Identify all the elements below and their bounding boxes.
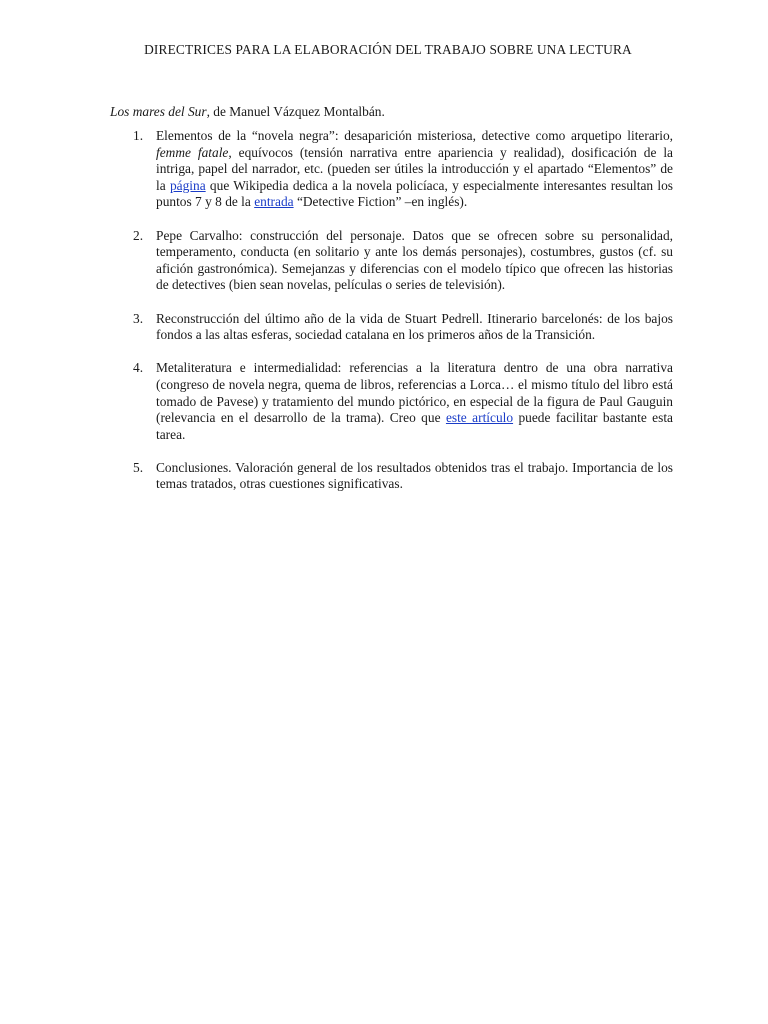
list-item	[110, 311, 673, 344]
book-title: Los mares del Sur	[110, 104, 207, 119]
list-item-number: 2.	[133, 227, 144, 243]
guidelines-list	[110, 128, 673, 510]
article-link[interactable]: este artículo	[445, 410, 514, 426]
book-author: , de Manuel Vázquez Montalbán.	[206, 104, 385, 119]
list-item-number: 3.	[133, 310, 144, 326]
list-item	[110, 128, 673, 211]
list-item	[110, 228, 673, 294]
emphasis-text: femme fatale	[156, 144, 229, 160]
list-item-number: 5.	[133, 459, 144, 475]
list-item-text: Elementos de la “novela negra”: desaparición misteriosa, detective como arquetipo literario,	[156, 128, 673, 143]
book-reference	[110, 104, 680, 121]
list-item-number: 1.	[133, 128, 144, 143]
wikipedia-page-link[interactable]: página	[169, 177, 206, 193]
list-item	[110, 460, 673, 493]
list-item-text: Pepe Carvalho: construcción del personaje. Datos que se ofrecen sobre su personalidad, temperamento, conducta (en solitario y ante los demás personajes), costumbres, gustos (cf. su afición gastronómica). Semejanzas y diferencias con el modelo típico que ofrecen las historias de detectives (bien sean novelas, películas o series de televisión).	[156, 227, 673, 293]
list-item-text: Reconstrucción del último año de la vida de Stuart Pedrell. Itinerario barcelonés: de los bajos fondos a las altas esferas, sociedad catalana en los primeros años de la Transición.	[156, 310, 673, 343]
list-item-text: que Wikipedia dedica a la novela policíaca, y especialmente interesantes resultan los puntos 7 y 8 de la	[156, 177, 674, 210]
list-item-text: Metaliteratura e intermedialidad: referencias a la literatura dentro de una obra narrativa (congreso de novela negra, quema de libros, referencias a Lorca… el mismo título del libro está tomado de Pavese) y tratamiento del mundo pictórico, en especial de la figura de Paul Gauguin (relevancia en el desarrollo de la trama). Creo que	[156, 360, 673, 426]
list-item-text: puede facilitar bastante esta tarea.	[156, 410, 673, 442]
list-item	[110, 360, 673, 443]
list-item-text: , equívocos (tensión narrativa entre apariencia y realidad), dosificación de la intriga, papel del narrador, etc. (pueden ser útiles la introducción y el apartado “Elementos” de la	[156, 144, 673, 193]
document-title: DIRECTRICES PARA LA ELABORACIÓN DEL TRABAJO SOBRE UNA LECTURA	[144, 42, 632, 57]
list-item-text: Conclusiones. Valoración general de los resultados obtenidos tras el trabajo. Importancia de los temas tratados, otras cuestiones significativas.	[156, 459, 673, 492]
detective-fiction-entry-link[interactable]: entrada	[254, 194, 294, 210]
list-item-text: “Detective Fiction” –en inglés).	[293, 194, 468, 210]
list-item-number: 4.	[133, 360, 144, 376]
